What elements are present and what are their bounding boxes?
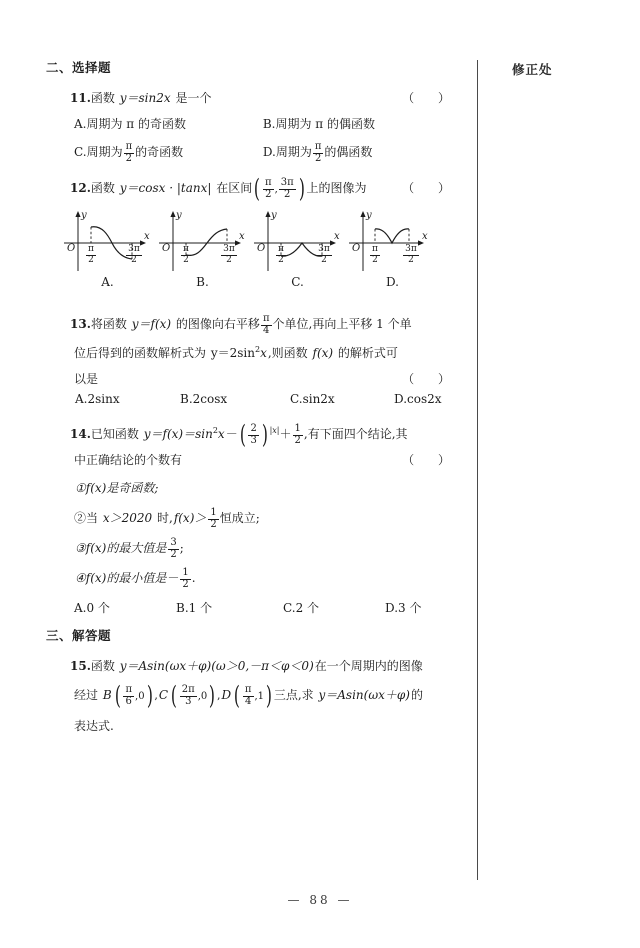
fraction-two-thirds [248, 424, 258, 447]
conclusion-1-text: ①f(x)是奇函数; [75, 481, 159, 495]
question-13-function: y＝f(x) [131, 317, 172, 331]
conclusion-3-suffix: ; [179, 541, 184, 555]
question-12-figure-c[interactable] [250, 209, 345, 301]
question-14-conclusion-1 [46, 473, 466, 503]
expr-exponent: 2 [212, 426, 218, 435]
interval-comma: , [274, 184, 278, 195]
figure-a-label: A. [101, 275, 114, 289]
question-15-text-b: 在一个周期内的图像 [314, 659, 423, 673]
fraction-pi-over-4 [261, 314, 272, 337]
question-15-number: 15. [70, 659, 91, 673]
right-paren-glyph: ) [298, 173, 305, 203]
origin-label: O [257, 243, 266, 254]
question-12 [46, 175, 466, 301]
fraction-denominator: 2 [403, 255, 419, 266]
fraction-denominator: 2 [182, 578, 189, 590]
question-14-conclusion-4 [46, 563, 466, 593]
right-paren-glyph: ) [265, 680, 272, 710]
fraction-numerator: π [244, 684, 252, 695]
question-14-line-1 [46, 418, 466, 447]
fraction-denominator: 2 [316, 255, 332, 266]
question-13-text-e: ,则函数 [267, 346, 308, 360]
fraction-one-half [208, 508, 218, 531]
question-13-options [46, 392, 466, 406]
tick-label-3pi-over-2 [218, 245, 240, 265]
question-14-option-b[interactable]: B.1 个 [176, 601, 213, 615]
fraction [86, 245, 96, 265]
fraction-denominator: 6 [123, 696, 134, 708]
question-13-option-c[interactable]: C.sin2x [290, 392, 335, 406]
correction-column-label: 修正处 [512, 62, 553, 77]
question-13-option-d[interactable]: D.cos2x [394, 392, 442, 406]
x-axis-label: x [422, 231, 428, 242]
question-11-option-c[interactable] [74, 137, 259, 167]
fraction-denominator: 3 [180, 696, 197, 708]
result-exponent: 2 [254, 345, 261, 354]
question-12-expression: y＝cosx · |tanx| [119, 181, 212, 195]
question-12-stem-suffix: 上的图像为 [306, 181, 367, 195]
fraction-denominator: 2 [263, 189, 274, 201]
fraction [403, 245, 419, 265]
fraction-numerator: 3π [223, 244, 235, 254]
point-d-y-value: ,1 [254, 691, 265, 702]
fraction-numerator: π [88, 244, 94, 254]
expr-head: y＝f(x)＝sin [143, 427, 213, 441]
question-11-stem-suffix: 是一个 [175, 91, 212, 105]
question-13-result-expression [210, 346, 268, 360]
fraction-numerator: 3π [280, 177, 294, 188]
question-13-number: 13. [70, 317, 91, 331]
page-number: — 88 — [287, 893, 353, 907]
result-variable: x [260, 346, 267, 360]
right-paren-glyph: ) [209, 680, 216, 710]
question-12-stem-mid: 在区间 [216, 181, 253, 195]
fraction-denominator: 2 [210, 518, 217, 530]
question-14-function-expression [143, 427, 238, 441]
question-11 [46, 85, 466, 167]
interval-left-endpoint [263, 178, 274, 201]
fraction [370, 245, 380, 265]
question-13-line-2 [46, 337, 466, 366]
left-paren-glyph: ( [254, 173, 261, 203]
question-11-options-row-1 [46, 111, 466, 137]
figure-c-label: C. [291, 275, 304, 289]
fraction-denominator: 2 [313, 153, 324, 165]
conclusion-2-mid: 时, [156, 511, 173, 525]
question-12-answer-bracket[interactable]: （ ） [402, 181, 460, 195]
tick-label-pi-over-2 [272, 245, 290, 265]
point-b-label: B [102, 688, 112, 702]
comma-1: , [154, 689, 158, 702]
figure-d-label: D. [385, 275, 399, 289]
question-14-text-b: ,有下面四个结论,其 [303, 427, 408, 441]
question-15-line-1 [46, 653, 466, 679]
question-13-text-f: 的解析式可 [337, 346, 398, 360]
y-axis-label: y [366, 210, 372, 221]
tick-label-pi-over-2 [82, 245, 100, 265]
point-d-x-value [243, 685, 254, 708]
fraction-numerator: 3π [405, 244, 417, 254]
section-heading-multiple-choice: 二、选择题 [46, 60, 112, 75]
fraction [181, 245, 191, 265]
fraction-pi-over-2 [124, 142, 135, 165]
question-14-conclusion-2 [46, 503, 466, 533]
interval-right-endpoint [279, 178, 296, 201]
fraction-denominator: 3 [250, 434, 257, 446]
fraction-denominator: 2 [126, 255, 142, 266]
fraction-numerator: 3π [128, 244, 140, 254]
fraction-three-halves [168, 538, 178, 561]
fraction-numerator: π [278, 244, 284, 254]
question-14-answer-bracket[interactable]: （ ） [402, 453, 460, 467]
point-c-label: C [158, 688, 169, 702]
question-11-number: 11. [70, 91, 91, 105]
question-12-figure-group [46, 209, 466, 301]
fraction-denominator: 2 [279, 189, 296, 201]
question-14-conclusion-3 [46, 533, 466, 563]
question-11-option-b[interactable]: B.周期为 π 的偶函数 [262, 117, 375, 131]
tick-label-3pi-over-2 [400, 245, 422, 265]
fraction [126, 245, 142, 265]
point-d-label: D [221, 688, 232, 702]
origin-label: O [67, 243, 76, 254]
fraction-numerator: 2 [250, 423, 257, 434]
y-axis-label: y [271, 210, 277, 221]
question-12-stem [46, 175, 466, 203]
question-14 [46, 418, 466, 616]
question-13-text-d: 位后得到的函数解析式为 [74, 346, 207, 360]
fraction-denominator: 2 [294, 434, 301, 446]
conclusion-4-prefix: ④f(x)的最小值是－ [75, 571, 179, 585]
fraction-denominator: 2 [221, 255, 237, 266]
fraction-numerator: π [372, 244, 378, 254]
origin-label: O [352, 243, 361, 254]
figure-b-label: B. [196, 275, 209, 289]
fraction-denominator: 2 [276, 255, 286, 266]
question-14-options [46, 599, 466, 616]
point-b-x-value [123, 685, 134, 708]
question-13-text-g: 以是 [74, 372, 99, 386]
conclusion-2-condition: x＞2020 [102, 511, 153, 525]
question-15-line-2 [46, 679, 466, 713]
question-15 [46, 653, 466, 739]
fraction-numerator: 3π [318, 244, 330, 254]
question-11-options-row-2 [46, 137, 466, 167]
question-14-option-a[interactable]: A.0 个 [74, 601, 110, 615]
question-13 [46, 311, 466, 406]
page-content [46, 58, 466, 745]
right-paren-glyph: ) [146, 680, 153, 710]
conclusion-3-prefix: ③f(x)的最大值是 [75, 541, 167, 555]
conclusion-4-suffix: . [191, 571, 196, 585]
fraction-numerator: 1 [182, 567, 189, 578]
fraction-numerator: π [125, 141, 133, 152]
fraction [276, 245, 286, 265]
question-14-text-c: 中正确结论的个数有 [74, 453, 183, 467]
tick-label-3pi-over-2 [123, 245, 145, 265]
fraction-numerator: π [183, 244, 189, 254]
question-15-target-expression: y＝Asin(ωx＋φ) [318, 688, 410, 702]
conclusion-2-inequality: f(x)＞ [173, 511, 207, 525]
question-13-text-c: 个单位,再向上平移 1 个单 [272, 317, 412, 331]
question-15-text-a: 函数 [90, 659, 115, 673]
exponent-abs-x: |x| [269, 426, 280, 435]
question-13-answer-bracket[interactable]: （ ） [402, 372, 460, 386]
question-15-function-expression: y＝Asin(ωx＋φ)(ω＞0,－π＜φ＜0) [119, 659, 314, 673]
point-c-y-value: ,0 [197, 691, 208, 702]
comma-2: , [217, 689, 221, 702]
question-11-option-d[interactable] [262, 141, 373, 164]
right-paren-glyph: ) [261, 419, 268, 449]
fraction-denominator: 4 [261, 325, 272, 337]
left-paren-glyph: ( [114, 680, 121, 710]
question-11-stem-prefix: 函数 [90, 91, 115, 105]
fraction [221, 245, 237, 265]
fraction-denominator: 2 [370, 255, 380, 266]
question-12-figure-d[interactable] [345, 209, 440, 301]
question-11-stem [46, 85, 466, 111]
question-13-option-b[interactable]: B.2cosx [180, 392, 228, 406]
origin-label: O [162, 243, 171, 254]
question-14-number: 14. [70, 427, 91, 441]
question-12-stem-prefix: 函数 [90, 181, 115, 195]
option-d-suffix: 的偶函数 [324, 145, 373, 159]
fraction-denominator: 2 [181, 255, 191, 266]
correction-column-divider [477, 60, 478, 880]
option-c-suffix: 的奇函数 [135, 145, 184, 159]
question-13-text-b: 的图像向右平移 [175, 317, 260, 331]
section-heading-answer-questions: 三、解答题 [46, 628, 112, 643]
question-14-option-c[interactable]: C.2 个 [283, 601, 320, 615]
fraction [316, 245, 332, 265]
question-13-line-1 [46, 311, 466, 337]
fraction-denominator: 2 [170, 548, 177, 560]
fraction-one-half [293, 424, 303, 447]
y-axis-label: y [81, 210, 87, 221]
fraction-numerator: 2π [181, 684, 195, 695]
tick-label-pi-over-2 [366, 245, 384, 265]
expr-tail: x－ [217, 427, 237, 441]
fraction-numerator: π [262, 313, 270, 324]
question-15-line-3 [46, 713, 466, 739]
question-15-text-e: 的 [410, 688, 423, 702]
tick-label-3pi-over-2 [313, 245, 335, 265]
question-11-option-a[interactable]: A.周期为 π 的奇函数 [74, 117, 186, 131]
left-paren-glyph: ( [170, 680, 177, 710]
fraction-numerator: π [265, 177, 272, 188]
question-13-text-a: 将函数 [90, 317, 127, 331]
question-13-fx: f(x) [312, 346, 334, 360]
left-paren-glyph: ( [234, 680, 241, 710]
question-13-line-3 [46, 366, 466, 392]
question-12-figure-a[interactable] [60, 209, 155, 301]
question-11-answer-bracket[interactable]: （ ） [402, 91, 460, 105]
plus-sign: ＋ [279, 427, 292, 441]
question-13-option-a[interactable]: A.2sinx [75, 392, 120, 406]
fraction-pi-over-2 [313, 142, 324, 165]
fraction-numerator: π [125, 684, 133, 695]
fraction-numerator: 1 [210, 507, 217, 518]
conclusion-2-suffix: 恒成立; [219, 511, 260, 525]
x-axis-label: x [144, 231, 150, 242]
x-axis-label: x [334, 231, 340, 242]
question-15-text-d: 三点,求 [273, 688, 314, 702]
fraction-denominator: 2 [124, 153, 135, 165]
fraction-numerator: 3 [170, 537, 177, 548]
tick-label-pi-over-2 [177, 245, 195, 265]
option-c-prefix: C.周期为 [74, 145, 123, 159]
conclusion-2-prefix: ②当 [74, 511, 99, 525]
fraction-denominator: 4 [243, 696, 254, 708]
option-d-prefix: D.周期为 [262, 145, 312, 159]
question-15-text-c: 经过 [74, 688, 99, 702]
question-15-text-f: 表达式. [74, 719, 114, 733]
question-14-text-a: 已知函数 [90, 427, 139, 441]
question-11-expression: y＝sin2x [119, 91, 171, 105]
fraction-numerator: π [314, 141, 322, 152]
question-14-option-d[interactable]: D.3 个 [385, 601, 422, 615]
point-b-y-value: ,0 [135, 691, 145, 702]
fraction-denominator: 2 [86, 255, 96, 266]
question-12-number: 12. [70, 181, 91, 195]
fraction-one-half [180, 568, 190, 591]
left-paren-glyph: ( [239, 419, 246, 449]
x-axis-label: x [239, 231, 245, 242]
point-c-x-value [180, 685, 197, 708]
question-14-line-2 [46, 447, 466, 473]
result-head: y＝2sin [210, 346, 255, 360]
y-axis-label: y [176, 210, 182, 221]
question-12-figure-b[interactable] [155, 209, 250, 301]
fraction-numerator: 1 [294, 423, 301, 434]
